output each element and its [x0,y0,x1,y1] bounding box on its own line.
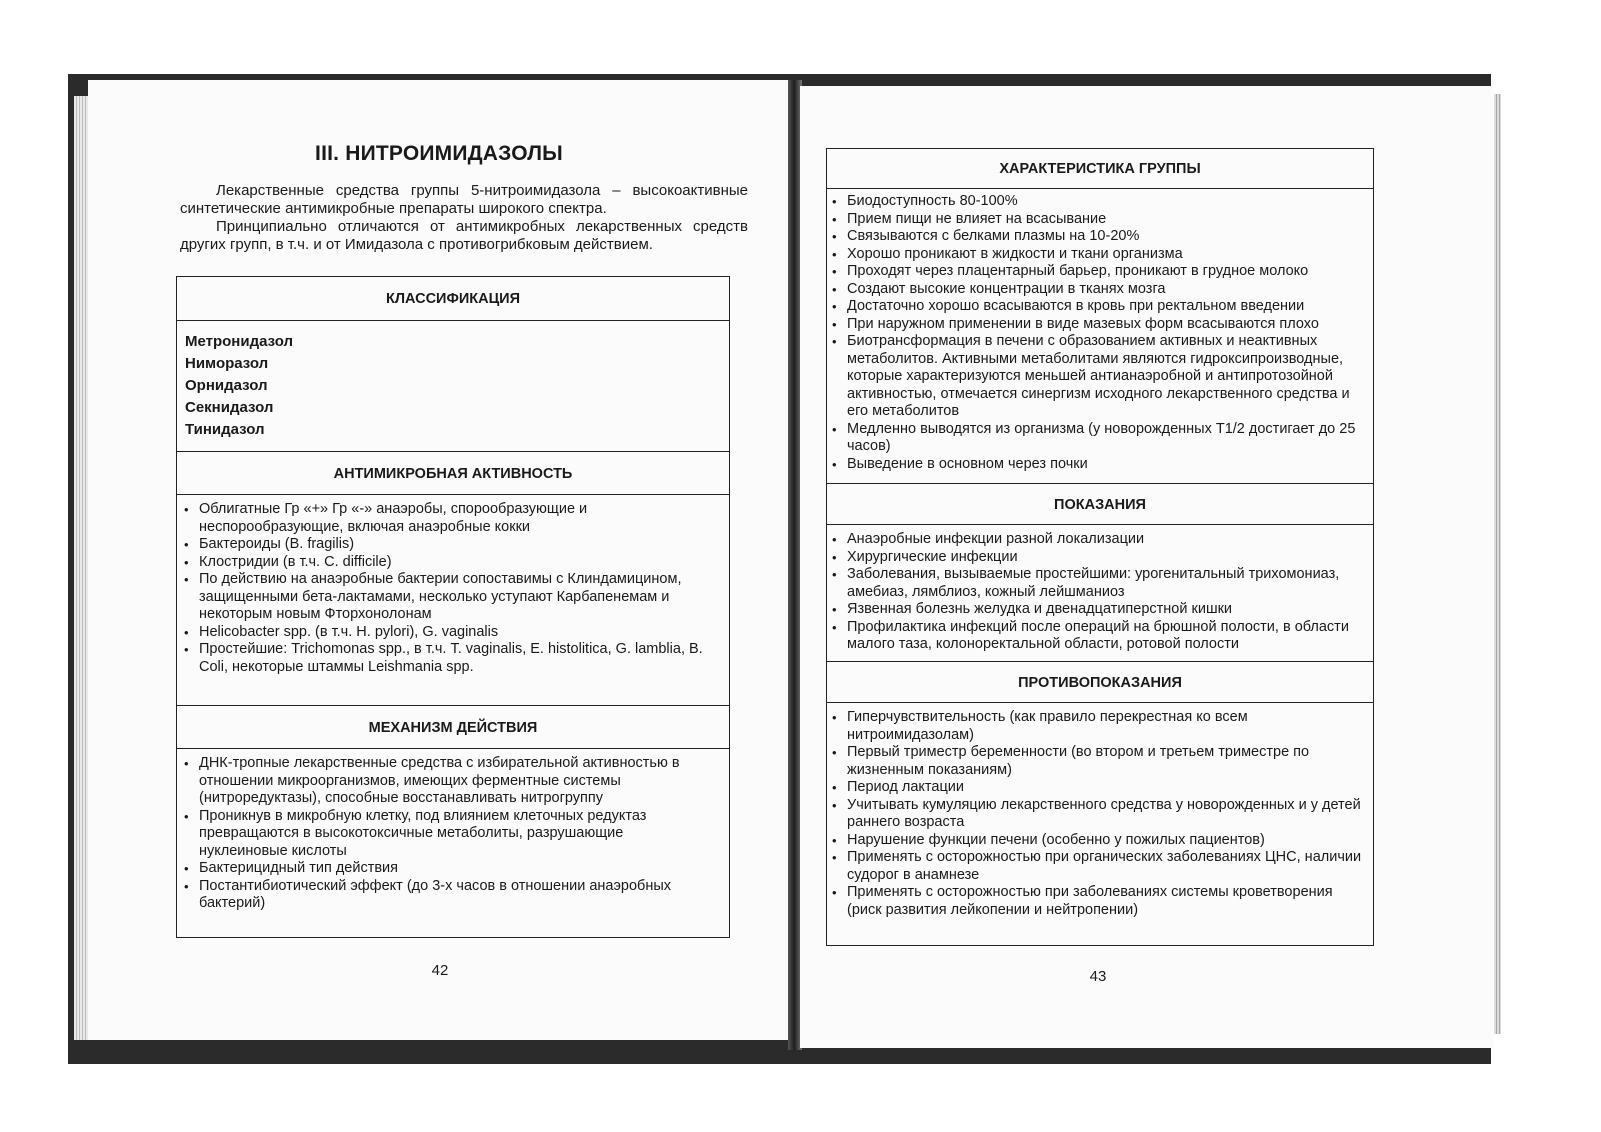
list-item: • Достаточно хорошо всасываются в кровь при ректальном введении [827,298,1365,316]
page-number-left: 42 [431,962,449,979]
list-item: • Заболевания, вызываемые простейшими: урогенитальный трихомониаз, амебиаз, лямблиоз, кожный лейшманиоз [827,566,1365,601]
right-info-table [826,148,1374,946]
chapter-title: III. НИТРОИМИДАЗОЛЫ [315,142,563,165]
drug-item: Ниморазол [185,355,269,372]
contraindications-heading: ПРОТИВОПОКАЗАНИЯ [827,661,1373,703]
drug-item: Метронидазол [185,333,294,350]
right-page [800,86,1494,1048]
list-item: • Первый триместр беременности (во втором и третьем триместре по жизненным показаниям) [827,744,1365,779]
classification-list [177,321,729,451]
list-item: • Биодоступность 80-100% [827,193,1365,211]
list-item: • Бактерицидный тип действия [179,860,715,878]
list-item: • Хирургические инфекции [827,549,1365,567]
drug-item: Тинидазол [185,421,265,438]
left-info-table [176,276,730,938]
list-item: • Проникнув в микробную клетку, под влиянием клеточных редуктаз превращаются в высокотоксичные метаболиты, разрушающие нуклеиновые кислоты [179,808,715,861]
list-item: • Выведение в основном через почки [827,456,1365,474]
list-item: • Язвенная болезнь желудка и двенадцатиперстной кишки [827,601,1365,619]
list-item: • Постантибиотический эффект (до 3-х часов в отношении анаэробных бактерий) [179,878,715,913]
list-item: • Учитывать кумуляцию лекарственного средства у новорожденных и у детей раннего возраста [827,797,1365,832]
mechanism-heading: МЕХАНИЗМ ДЕЙСТВИЯ [177,705,729,749]
list-item: • Helicobacter spp. (в т.ч. H. pylori), G. vaginalis [179,624,715,642]
indications-list [827,531,1365,654]
list-item: • Клостридии (в т.ч. C. difficile) [179,554,715,572]
list-item: • Прием пищи не влияет на всасывание [827,211,1365,229]
contraindications-list-container [827,703,1373,923]
list-item: • Бактероиды (B. fragilis) [179,536,715,554]
intro-paragraph-2: Принципиально отличаются от антимикробных лекарственных средств других групп, в т.ч. и от Имидазола с противогрибковым действием. [180,218,748,253]
contraindications-list [827,709,1365,919]
list-item: • По действию на анаэробные бактерии сопоставимы с Клиндамицином, защищенными бета-лактамами, несколько уступают Карбапенемам и некоторым новым Фторхонолонам [179,571,715,624]
list-item: • Простейшие: Trichomonas spp., в т.ч. T. vaginalis, E. histolitica, G. lamblia, B. Coli, некоторые штаммы Leishmania spp. [179,641,715,676]
mechanism-list [179,755,715,913]
list-item: • Связываются с белками плазмы на 10-20% [827,228,1365,246]
list-item: • Анаэробные инфекции разной локализации [827,531,1365,549]
list-item: • Период лактации [827,779,1365,797]
characteristics-list-container [827,189,1373,483]
left-page [88,80,790,1040]
intro-paragraph-1: Лекарственные средства группы 5-нитроимидазола – высокоактивные синтетические антимикробные препараты широкого спектра. [180,182,748,217]
list-item: • Применять с осторожностью при органических заболеваниях ЦНС, наличии судорог в анамнезе [827,849,1365,884]
list-item: • Проходят через плацентарный барьер, проникают в грудное молоко [827,263,1365,281]
list-item: • Медленно выводятся из организма (у новорожденных T1/2 достигает до 25 часов) [827,421,1365,456]
list-item: • Создают высокие концентрации в тканях мозга [827,281,1365,299]
mechanism-list-container [177,749,729,919]
list-item: • Применять с осторожностью при заболеваниях системы кроветворения (риск развития лейкопении и нейтропении) [827,884,1365,919]
list-item: • Хорошо проникают в жидкости и ткани организма [827,246,1365,264]
indications-heading: ПОКАЗАНИЯ [827,483,1373,525]
list-item: • ДНК-тропные лекарственные средства с избирательной активностью в отношении микроорганизмов, имеющих ферментные системы (нитроредуктазы), способные восстанавливать нитрогруппу [179,755,715,808]
characteristics-heading: ХАРАКТЕРИСТИКА ГРУППЫ [827,149,1373,189]
list-item: • При наружном применении в виде мазевых форм всасываются плохо [827,316,1365,334]
classification-heading: КЛАССИФИКАЦИЯ [177,277,729,321]
drug-item: Орнидазол [185,377,268,394]
page-number-right: 43 [1089,968,1107,985]
list-item: • Профилактика инфекций после операций на брюшной полости, в области малого таза, колоноректальной области, ротовой полости [827,619,1365,654]
list-item: • Гиперчувствительность (как правило перекрестная ко всем нитроимидазолам) [827,709,1365,744]
list-item: • Нарушение функции печени (особенно у пожилых пациентов) [827,832,1365,850]
characteristics-list [827,193,1365,473]
list-item: • Облигатные Гр «+» Гр «-» анаэробы, спорообразующие и неспорообразующие, включая анаэробные кокки [179,501,715,536]
indications-list-container [827,525,1373,661]
antimicrobial-list-container [177,495,729,705]
antimicrobial-heading: АНТИМИКРОБНАЯ АКТИВНОСТЬ [177,451,729,495]
antimicrobial-list [179,501,715,676]
intro-text [180,182,748,254]
list-item: • Биотрансформация в печени с образованием активных и неактивных метаболитов. Активными метаболитами являются гидроксипроизводные, которые характеризуются меньшей антианаэробной и антипротозойной активностью, отмечается синергизм исходного лекарственного средства и его метаболитов [827,333,1365,421]
drug-item: Секнидазол [185,399,274,416]
